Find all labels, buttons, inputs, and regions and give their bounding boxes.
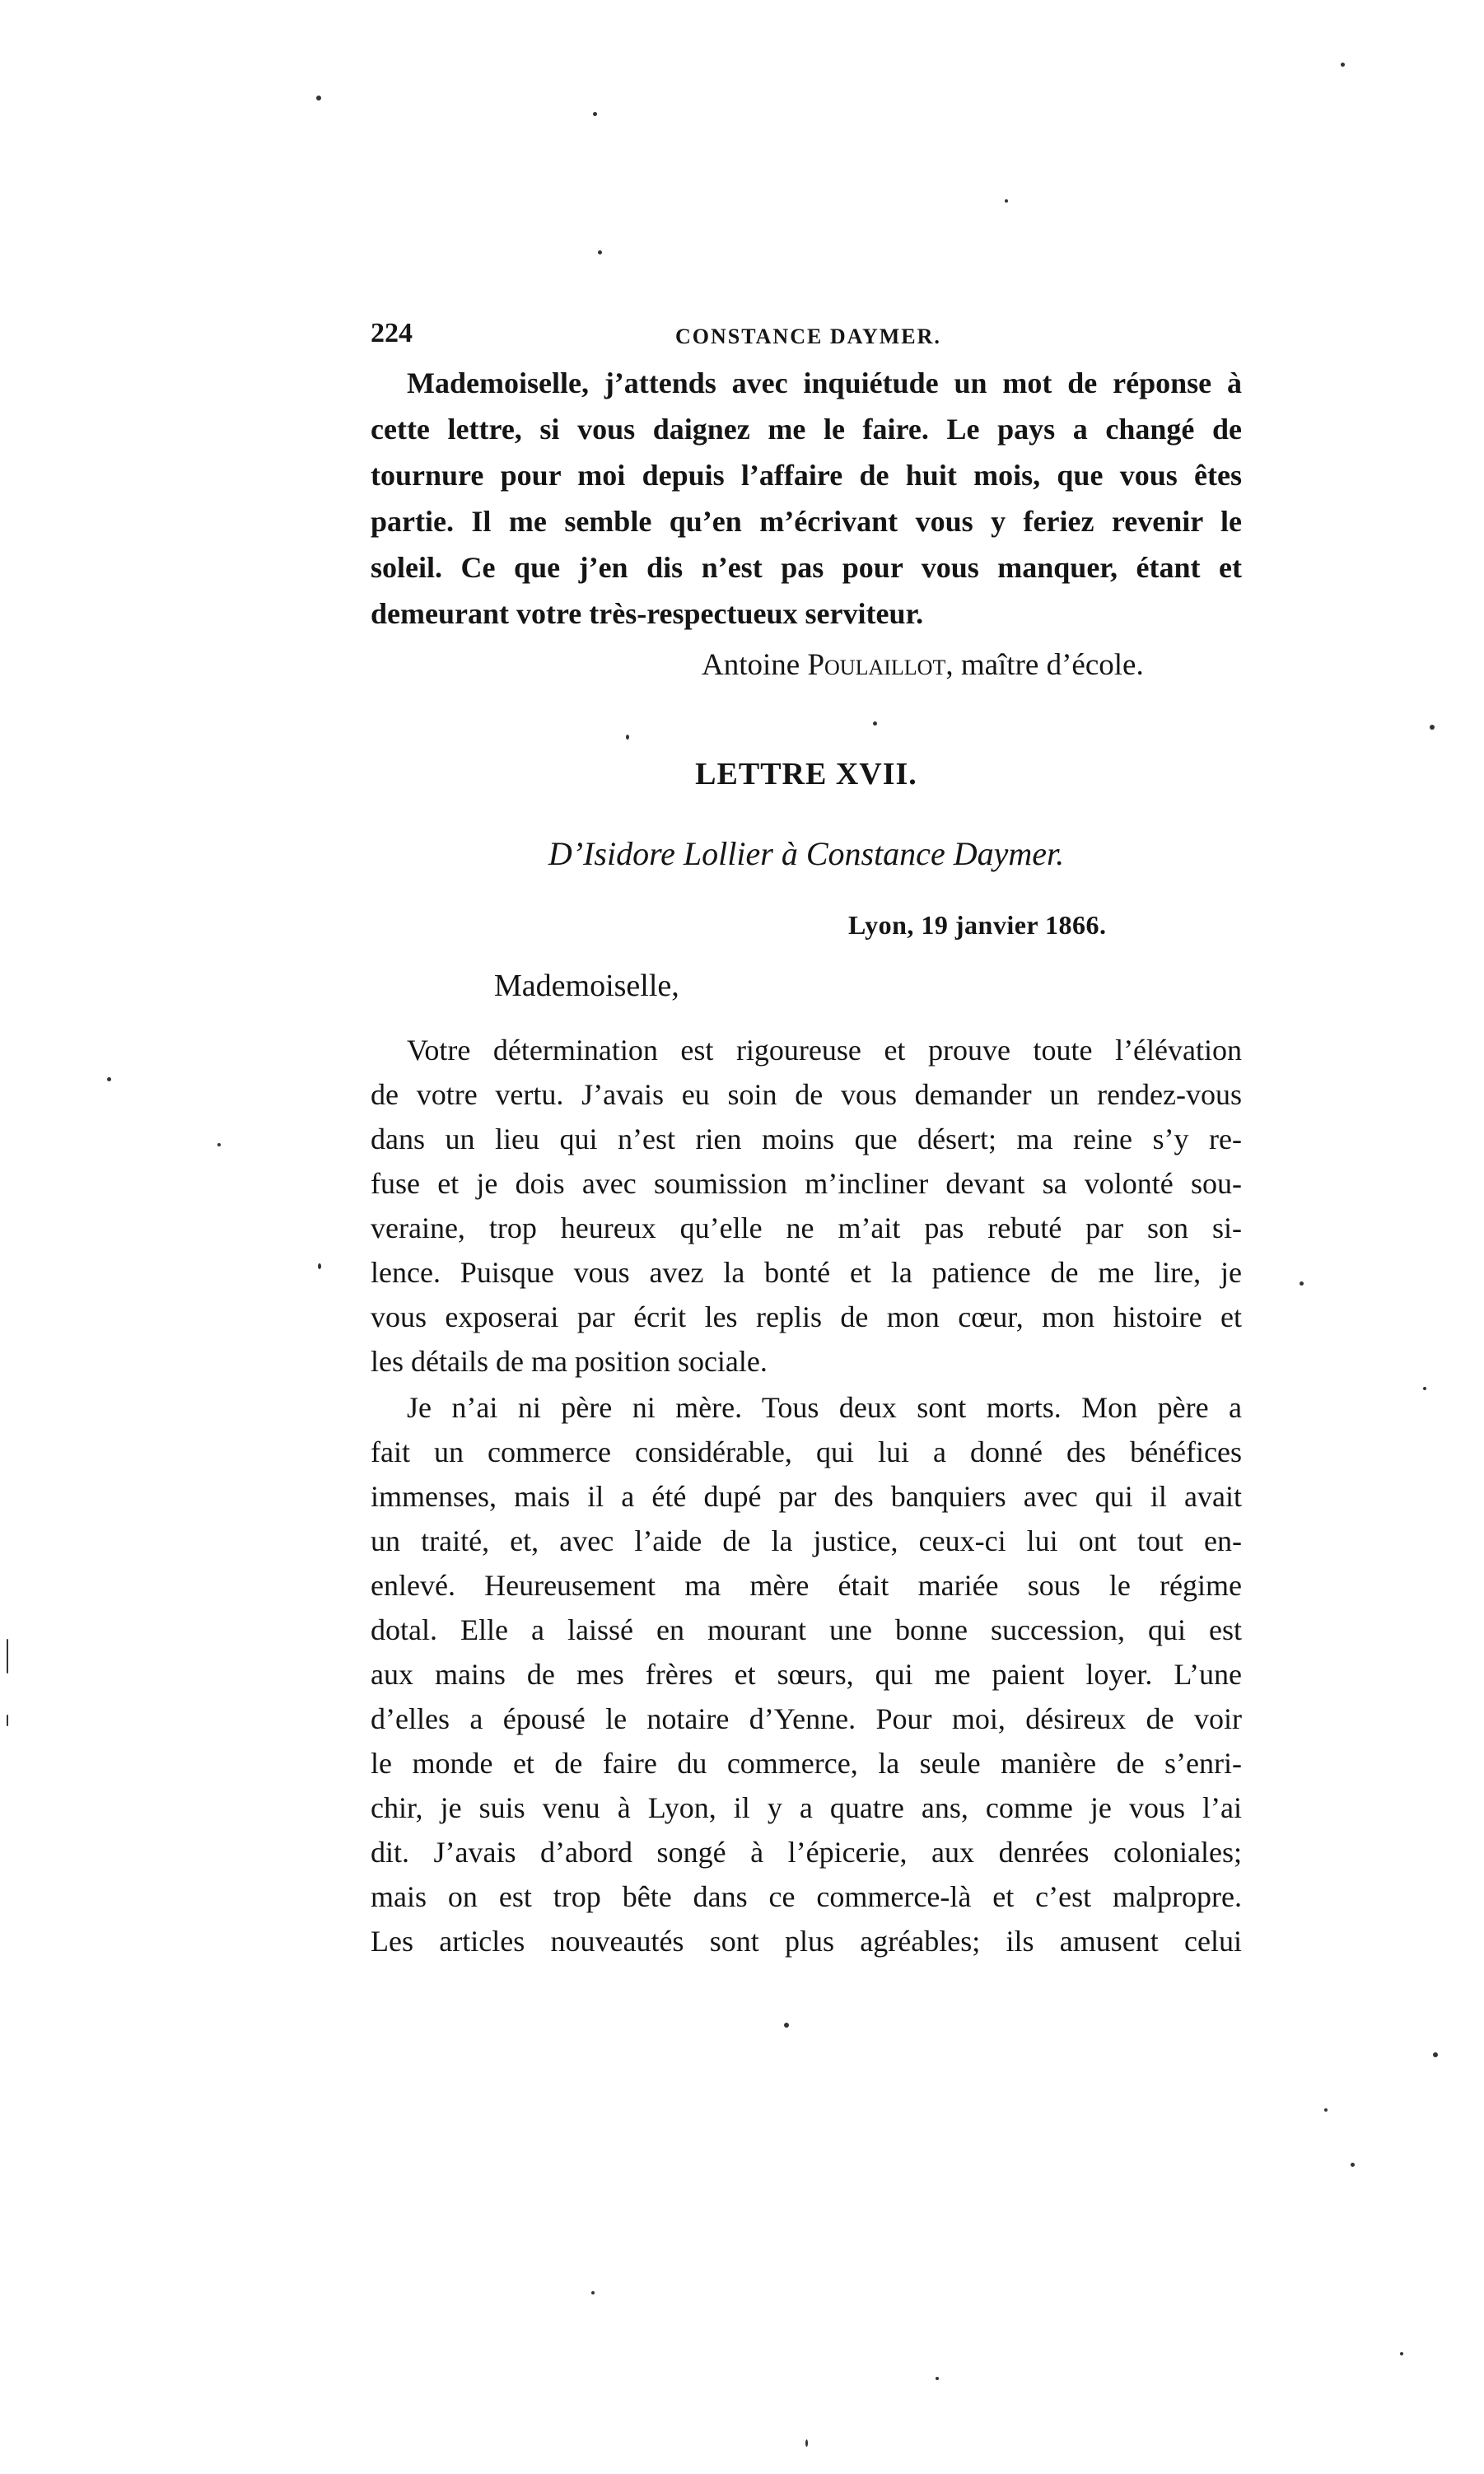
scan-speck [316, 96, 321, 100]
text-line: dotal. Elle a laissé en mourant une bonne succession, qui est [371, 1613, 1242, 1646]
text-line: Je n’ai ni père ni mère. Tous deux sont morts. Mon père a [407, 1391, 1242, 1424]
scan-speck [591, 2291, 595, 2294]
scan-speck [7, 1715, 8, 1726]
text-line: tournure pour moi depuis l’affaire de huit mois, que vous êtes [371, 459, 1242, 492]
scan-speck [1433, 2052, 1438, 2057]
scan-speck [1005, 199, 1008, 203]
text-line: veraine, trop heureux qu’elle ne m’ait pas rebuté par son si- [371, 1211, 1242, 1244]
text-line: immenses, mais il a été dupé par des banquiers avec qui il avait [371, 1480, 1242, 1513]
text-line: chir, je suis venu à Lyon, il y a quatre ans, comme je vous l’ai [371, 1791, 1242, 1824]
text-line: vous exposerai par écrit les replis de mon cœur, mon histoire et [371, 1300, 1242, 1333]
text-line: fait un commerce considérable, qui lui a donné des bénéfices [371, 1435, 1242, 1468]
scan-speck [7, 1639, 8, 1673]
scan-speck [107, 1077, 111, 1081]
salutation: Mademoiselle, [494, 969, 679, 1003]
page-number: 224 [371, 318, 413, 348]
scan-speck [318, 1263, 321, 1269]
text-line: soleil. Ce que j’en dis n’est pas pour vous manquer, étant et [371, 551, 1242, 584]
scan-speck [873, 721, 877, 726]
scan-speck [1351, 2163, 1355, 2167]
text-line: Mademoiselle, j’attends avec inquiétude un mot de réponse à [407, 366, 1242, 399]
text-line: d’elles a épousé le notaire d’Yenne. Pour moi, désireux de voir [371, 1702, 1242, 1735]
text-line: Les articles nouveautés sont plus agréables; ils amusent celui [371, 1925, 1242, 1958]
scan-speck [626, 735, 629, 740]
running-title: CONSTANCE DAYMER. [675, 324, 941, 348]
scan-speck [593, 112, 597, 116]
scan-speck [1324, 2108, 1328, 2112]
scan-speck [1400, 2352, 1403, 2355]
letter-title: LETTRE XVII. [695, 757, 917, 791]
text-line: fuse et je dois avec soumission m’incliner devant sa volonté sou- [371, 1167, 1242, 1200]
scan-speck [598, 250, 602, 254]
dateline: Lyon, 19 janvier 1866. [848, 910, 1107, 940]
text-line: aux mains de mes frères et sœurs, qui me paient loyer. L’une [371, 1658, 1242, 1691]
signature-surname: Poulaillot [807, 648, 946, 682]
text-line: un traité, et, avec l’aide de la justice, ceux-ci lui ont tout en- [371, 1524, 1242, 1557]
text-line: enlevé. Heureusement ma mère était mariée sous le régime [371, 1569, 1242, 1602]
text-line: Votre détermination est rigoureuse et prouve toute l’élévation [407, 1034, 1242, 1067]
letter-subtitle: D’Isidore Lollier à Constance Daymer. [548, 835, 1065, 872]
scan-speck [1430, 725, 1435, 730]
signature-role: , maître d’école. [945, 648, 1144, 682]
signature [702, 645, 1144, 686]
text-line: cette lettre, si vous daignez me le faire. Le pays a changé de [371, 413, 1242, 446]
scan-speck [784, 2023, 789, 2028]
scan-speck [1341, 63, 1345, 67]
page-header [371, 318, 1244, 354]
scan-speck [805, 2439, 808, 2447]
signature-name: Antoine [702, 648, 808, 682]
text-line: les détails de ma position sociale. [371, 1345, 768, 1378]
scan-speck [936, 2377, 939, 2380]
text-line: dans un lieu qui n’est rien moins que désert; ma reine s’y re- [371, 1123, 1242, 1155]
scan-speck [217, 1143, 221, 1146]
text-line: mais on est trop bête dans ce commerce-là et c’est malpropre. [371, 1880, 1242, 1913]
text-line: le monde et de faire du commerce, la seule manière de s’enri- [371, 1747, 1242, 1780]
scan-speck [1423, 1387, 1426, 1390]
text-line: demeurant votre très-respectueux serviteur. [371, 597, 924, 630]
text-line: de votre vertu. J’avais eu soin de vous demander un rendez-vous [371, 1078, 1242, 1111]
text-line: dit. J’avais d’abord songé à l’épicerie, aux denrées coloniales; [371, 1836, 1242, 1869]
text-line: lence. Puisque vous avez la bonté et la patience de me lire, je [371, 1256, 1242, 1289]
scan-speck [1300, 1281, 1304, 1286]
text-line: partie. Il me semble qu’en m’écrivant vous y feriez revenir le [371, 505, 1242, 538]
